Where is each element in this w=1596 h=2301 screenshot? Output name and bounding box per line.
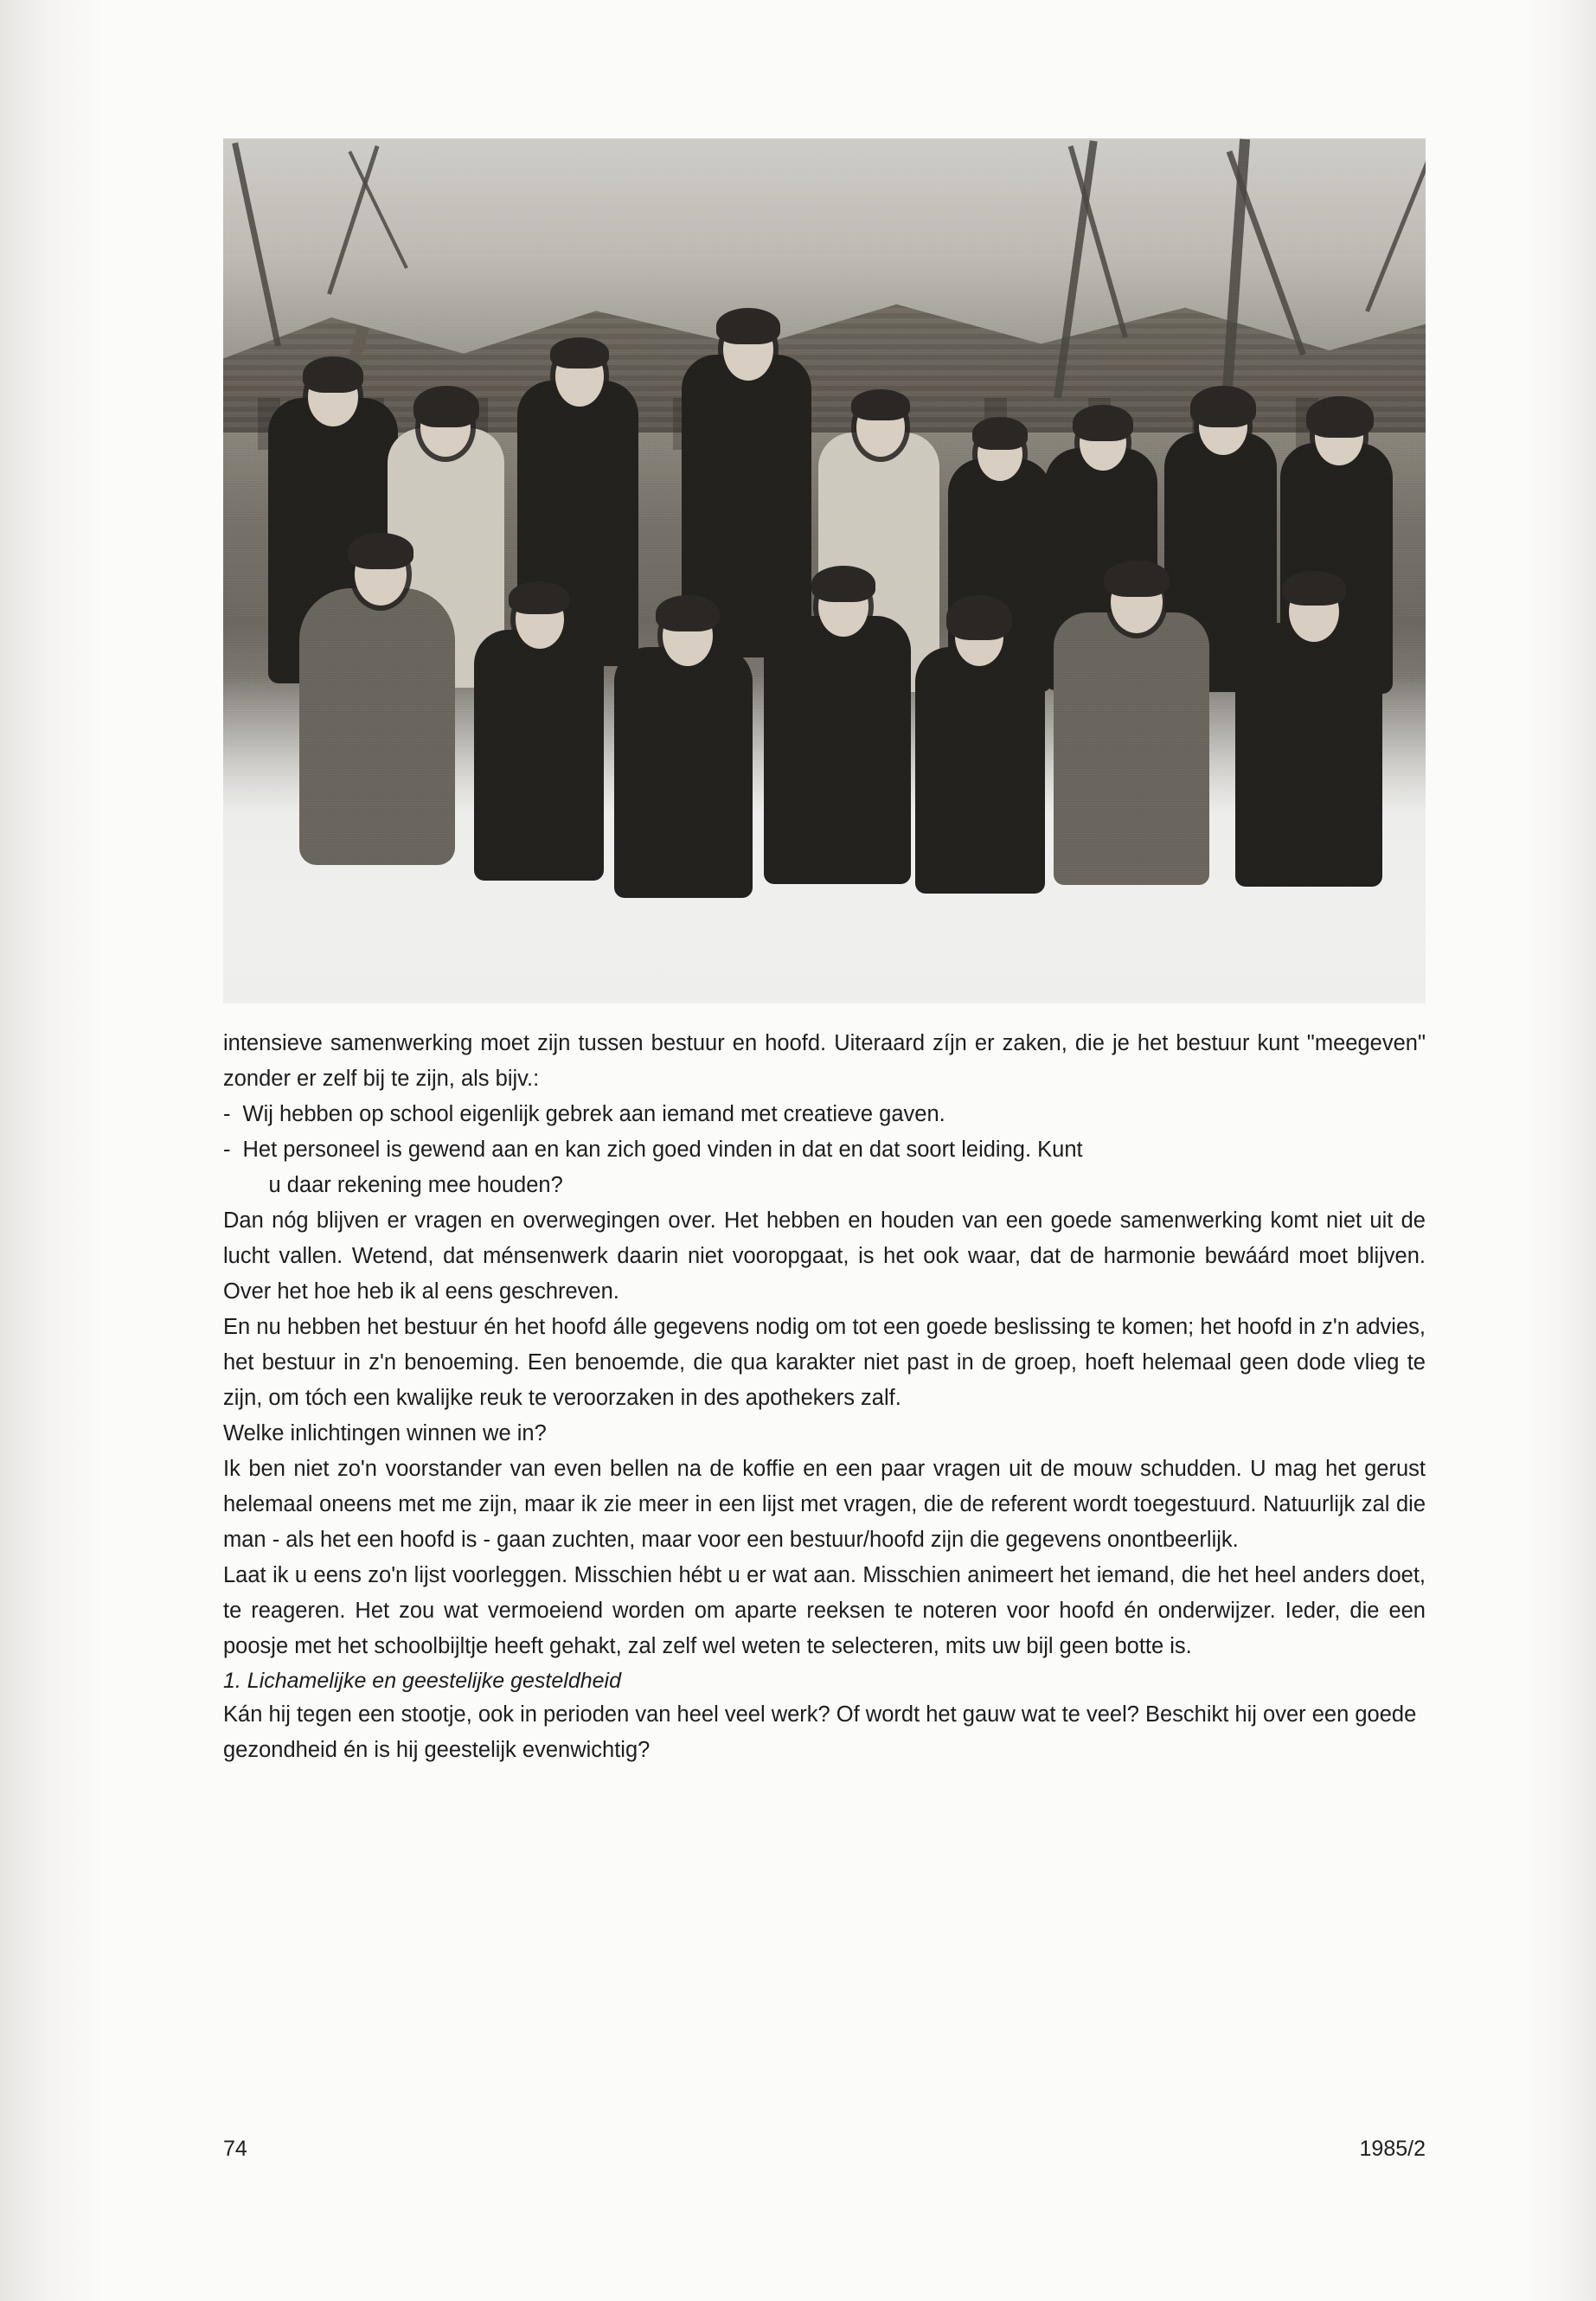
page-footer <box>223 2137 1426 2162</box>
paragraph: Dan nóg blijven er vragen en overwegingen over. Het hebben en houden van een goede samenwerking komt niet uit de lucht vallen. Wetend, dat ménsenwerk daarin niet vooropgaat, is het ook waar, dat de harmonie bewáárd moet blijven. Over het hoe heb ik al eens geschreven. <box>223 1208 1426 1304</box>
person-hair <box>946 595 1012 640</box>
person-hair <box>656 595 720 631</box>
page-number: 74 <box>223 2137 247 2161</box>
person-silhouette <box>764 616 911 884</box>
person-hair <box>972 417 1028 450</box>
person-hair <box>509 581 569 614</box>
person-silhouette <box>614 647 753 898</box>
group-photo <box>223 138 1426 1003</box>
list-item <box>223 1097 1426 1132</box>
section-paragraph: Kán hij tegen een stootje, ook in perioden van heel veel werk? Of wordt het gauw wat te veel? Beschikt hij over een goede gezondheid én is hij geestelijk evenwichtig? <box>223 1702 1417 1762</box>
paragraph: Welke inlichtingen winnen we in? <box>223 1421 547 1445</box>
page-content <box>223 138 1426 1768</box>
bullet-dash: - <box>223 1102 231 1126</box>
person-hair <box>1190 386 1256 427</box>
person-silhouette <box>299 588 455 865</box>
bullet-text: Het personeel is gewend aan en kan zich goed vinden in dat en dat soort leiding. Kunt <box>242 1138 1083 1162</box>
person-hair <box>811 566 875 602</box>
person-hair <box>1306 396 1374 438</box>
person-hair <box>348 533 413 569</box>
bullet-text: Wij hebben op school eigenlijk gebrek aan iemand met creatieve gaven. <box>242 1102 945 1126</box>
person-hair <box>1104 561 1170 597</box>
paragraph: intensieve samenwerking moet zijn tussen bestuur en hoofd. Uiteraard zíjn er zaken, die je het bestuur kunt "meegeven" zonder er zelf bij te zijn, als bijv.: <box>223 1031 1426 1091</box>
person-hair <box>550 337 609 369</box>
paragraph: En nu hebben het bestuur én het hoofd álle gegevens nodig om tot een goede beslissing te komen; het hoofd in z'n advies, het bestuur in z'n benoeming. Een benoemde, die qua karakter niet past in de groep, hoeft helemaal geen dode vlieg te zijn, om tóch een kwalijke reuk te veroorzaken in des apothekers zalf. <box>223 1315 1426 1410</box>
issue-number: 1985/2 <box>1359 2137 1426 2161</box>
person-hair <box>716 308 780 344</box>
person-hair <box>1282 571 1346 606</box>
section-heading: 1. Lichamelijke en geestelijke gesteldheid <box>223 1669 622 1693</box>
person-hair <box>1073 405 1133 441</box>
person-silhouette <box>915 647 1045 894</box>
person-silhouette <box>474 630 604 881</box>
person-silhouette <box>1235 623 1382 887</box>
photo-background <box>223 138 1426 1003</box>
person-hair <box>413 386 479 427</box>
person-silhouette <box>1054 612 1209 885</box>
article-body <box>223 1026 1426 1768</box>
person-hair <box>851 389 910 420</box>
paragraph: Laat ik u eens zo'n lijst voorleggen. Misschien hébt u er wat aan. Misschien animeert het iemand, die het heel anders doet, te reageren. Het zou wat vermoeiend worden om aparte reeksen te noteren voor hoofd én onderwijzer. Ieder, die een poosje met het schoolbijltje heeft gehakt, zal zelf wel weten te selecteren, mits uw bijl geen botte is. <box>223 1563 1426 1658</box>
bullet-dash: - <box>223 1138 231 1162</box>
tree-branch-icon <box>327 145 379 295</box>
tree-branch-icon <box>232 143 281 347</box>
list-item <box>223 1132 1426 1203</box>
person-hair <box>303 356 363 393</box>
bullet-text-continuation: u daar rekening mee houden? <box>268 1173 563 1197</box>
tree-branch-icon <box>1365 151 1426 312</box>
paragraph: Ik ben niet zo'n voorstander van even bellen na de koffie en een paar vragen uit de mouw schudden. U mag het gerust helemaal oneens met me zijn, maar ik zie meer in een lijst met vragen, die de referent wordt toegestuurd. Natuurlijk zal die man - als het een hoofd is - gaan zuchten, maar voor een bestuur/hoofd zijn die gegevens onontbeerlijk. <box>223 1457 1426 1552</box>
